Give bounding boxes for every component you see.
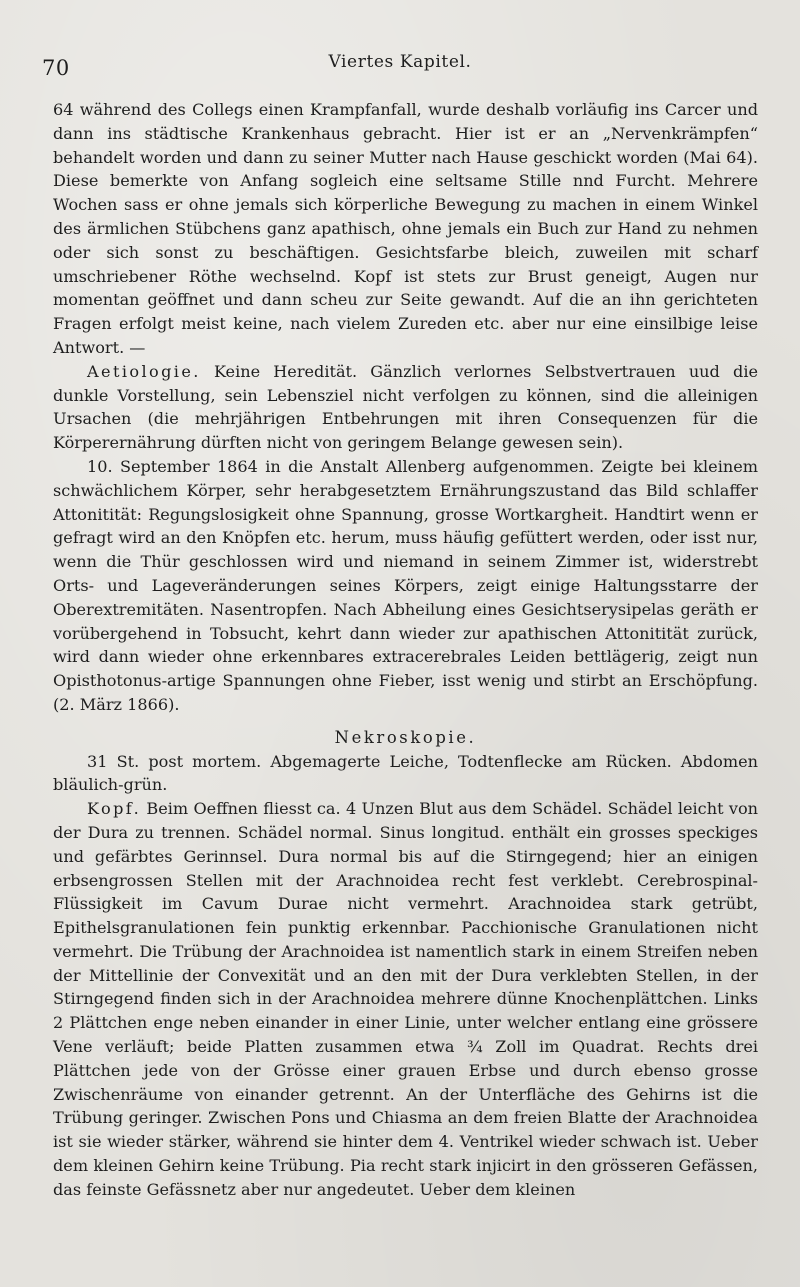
kopf-text: Beim Oeffnen fliesst ca. 4 Unzen Blut aus dem Schädel. Schädel leicht von der Dura zu trennen. Schädel normal. Sinus longitud. enthält ein grosses speckiges und gefärbtes Gerinnsel. Dura normal bis auf die Stirngegend; hier an einigen erbsengrossen Stellen mit der Arachnoidea recht fest verklebt. Cerebrospinal-Flüssigkeit im Cavum Durae nicht vermehrt. Arachnoidea stark getrübt, Epithelsgranulationen fein punktig erkennbar. Pacchionische Granulationen nicht vermehrt. Die Trübung der Arachnoidea ist namentlich stark in einem Streifen neben der Mittellinie der Convexität und an den mit der Dura verklebten Stellen, in der Stirngegend finden sich in der Arachnoidea mehrere dünne Knochenplättchen. Links 2 Plättchen enge neben einander in einer Linie, unter welcher entlang eine grössere Vene verläuft; beide Platten zusammen etwa ¾ Zoll im Quadrat. Rechts drei Plättchen jede von der Grösse einer grauen Erbse und durch ebenso grosse Zwischenräume von einander getrennt. An der Unterfläche des Gehirns ist die Trübung geringer. Zwischen Pons und Chiasma an dem freien Blatte der Arachnoidea ist sie wieder stärker, während sie hinter dem 4. Ventrikel wieder schwach ist. Ueber dem kleinen Gehirn keine Trübung. Pia recht stark injicirt in den grösseren Gefässen, das feinste Gefässnetz aber nur angedeutet. Ueber dem kleinen [53,799,758,1199]
page-number: 70 [42,56,70,80]
aetiologie-lead: Aetiologie. [87,361,201,381]
paragraph-case-history: 64 während des Collegs einen Krampfanfall, wurde deshalb vorläufig ins Carcer und dann ins städtische Krankenhaus gebracht. Hier ist er an „Nervenkrämpfen“ behandelt worden und dann zu seiner Mutter nach Hause geschickt worden (Mai 64). Diese bemerkte von Anfang sogleich eine seltsame Stille nnd Furcht. Mehrere Wochen sass er ohne jemals sich körperliche Bewegung zu machen in einem Winkel des ärmlichen Stübchens ganz apathisch, ohne jemals ein Buch zur Hand zu nehmen oder sich sonst zu beschäftigen. Gesichtsfarbe bleich, zuweilen mit scharf umschriebener Röthe wechselnd. Kopf ist stets zur Brust geneigt, Augen nur momentan geöffnet und dann scheu zur Seite gewandt. Auf die an ihn gerichteten Fragen erfolgt meist keine, nach vielem Zureden etc. aber nur eine einsilbige leise Antwort. — [53,100,758,357]
running-title: Viertes Kapitel. [328,52,472,72]
page-header [42,50,758,80]
paragraph-aetiologie [53,360,758,455]
body-text [53,98,758,1202]
section-heading-nekroskopie: Nekroskopie. [334,727,477,747]
aetiologie-text: Keine Heredität. Gänzlich verlornes Selbstvertrauen uud die dunkle Vorstellung, sein Lebensziel nicht verfolgen zu können, sind die alleinigen Ursachen (die mehrjährigen Entbehrungen mit ihren Consequenzen für die Körperernährung dürften nicht von geringem Belange gewesen sein). [53,361,758,453]
paragraph-admission: 10. September 1864 in die Anstalt Allenberg aufgenommen. Zeigte bei kleinem schwächlichem Körper, sehr herabgesetztem Ernährungszustand das Bild schlaffer Attonitität: Regungslosigkeit ohne Spannung, grosse Wortkargheit. Handtirt wenn er gefragt wird an den Knöpfen etc. herum, muss häufig gefüttert werden, oder isst nur, wenn die Thür geschlossen wird und niemand in seinem Zimmer ist, widerstrebt Orts- und Lageveränderungen seines Körpers, zeigt einige Haltungsstarre der Oberextremitäten. Nasentropfen. Nach Abheilung eines Gesichtserysipelas geräth er vorübergehend in Tobsucht, kehrt dann wieder zur apathischen Attonitität zurück, wird dann wieder ohne erkennbares extracerebrales Leiden bettlägerig, zeigt nun Opisthotonus-artige Spannungen ohne Fieber, isst wenig und stirbt an Erschöpfung. (2. März 1866). [53,456,758,714]
paragraph-kopf [53,797,758,1202]
paragraph-post-mortem: 31 St. post mortem. Abgemagerte Leiche, Todtenflecke am Rücken. Abdomen bläulich-grün. [53,751,758,795]
kopf-lead: Kopf. [87,799,142,819]
